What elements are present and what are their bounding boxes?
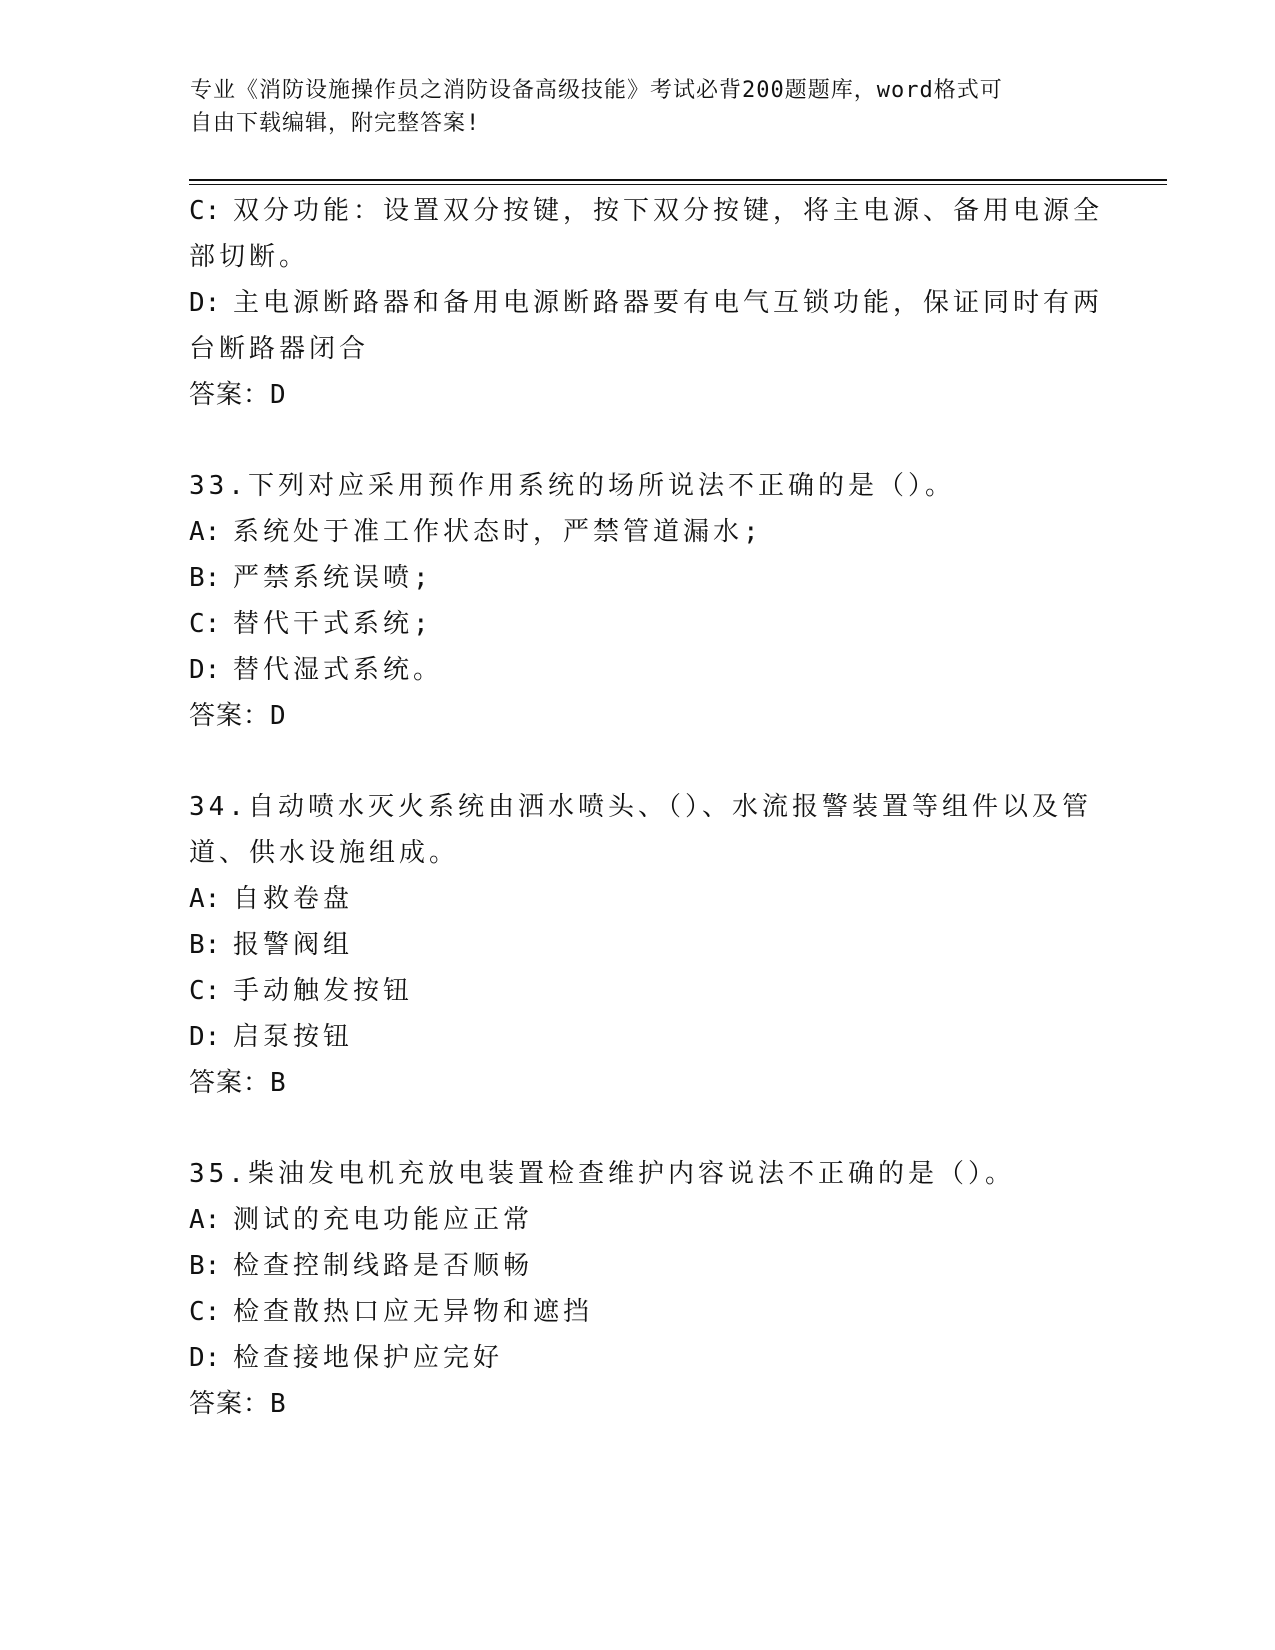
- question-33: [189, 463, 1089, 739]
- option-text: 检查接地保护应完好: [233, 1343, 504, 1373]
- option-key: A:: [189, 517, 221, 547]
- option-text: 启泵按钮: [233, 1022, 354, 1052]
- answer-label: 答案：: [189, 701, 271, 731]
- option-key: C:: [189, 609, 221, 639]
- spacer: [189, 418, 1089, 463]
- option-b: [189, 1243, 1089, 1289]
- answer-label: 答案：: [189, 1389, 271, 1419]
- answer-line: [189, 1381, 1089, 1427]
- answer-value: D: [270, 701, 286, 731]
- question-stem: 33.下列对应采用预作用系统的场所说法不正确的是（）。: [189, 471, 955, 501]
- option-key: B:: [189, 563, 221, 593]
- option-d: [189, 647, 1089, 693]
- option-text: 测试的充电功能应正常: [233, 1205, 534, 1235]
- answer-value: D: [270, 380, 286, 410]
- option-key: A:: [189, 1205, 221, 1235]
- document-header: [190, 74, 1090, 140]
- header-line-2: 自由下载编辑，附完整答案!: [190, 111, 481, 136]
- question-34: [189, 784, 1092, 1106]
- question-content: [189, 188, 1104, 1427]
- option-d: [189, 1014, 1089, 1060]
- option-key: A:: [189, 884, 221, 914]
- option-text: 检查控制线路是否顺畅: [233, 1251, 534, 1281]
- option-d-continued: 台断路器闭合: [189, 334, 370, 364]
- option-key: D:: [189, 288, 221, 318]
- option-text: 检查散热口应无异物和遮挡: [233, 1297, 594, 1327]
- answer-label: 答案：: [189, 380, 271, 410]
- option-text: 替代湿式系统。: [233, 655, 444, 685]
- spacer: [189, 1106, 1089, 1151]
- answer-label: 答案：: [189, 1068, 271, 1098]
- option-key: D:: [189, 655, 221, 685]
- option-a: [189, 509, 1089, 555]
- option-key: B:: [189, 1251, 221, 1281]
- option-d: [189, 1335, 1089, 1381]
- header-divider-thick: [189, 179, 1167, 181]
- option-key: C:: [189, 976, 221, 1006]
- option-c: [189, 601, 1089, 647]
- option-key: C:: [189, 196, 221, 226]
- option-text: 系统处于准工作状态时，严禁管道漏水;: [233, 517, 763, 547]
- option-text: 严禁系统误喷;: [233, 563, 433, 593]
- option-key: C:: [189, 1297, 221, 1327]
- question-35: [189, 1151, 1089, 1427]
- question-stem: 34.自动喷水灭火系统由洒水喷头、（）、水流报警装置等组件以及管: [189, 792, 1092, 822]
- option-text: 手动触发按钮: [233, 976, 414, 1006]
- answer-line: [189, 372, 1089, 418]
- option-c: [189, 188, 1104, 234]
- option-a: [189, 876, 1089, 922]
- spacer: [189, 739, 1089, 784]
- continued-question: [189, 188, 1104, 418]
- answer-value: B: [270, 1389, 286, 1419]
- option-text: 主电源断路器和备用电源断路器要有电气互锁功能，保证同时有两: [233, 288, 1104, 318]
- option-text: 双分功能：设置双分按键，按下双分按键，将主电源、备用电源全: [233, 196, 1104, 226]
- question-stem-continued: 道、供水设施组成。: [189, 838, 460, 868]
- answer-line: [189, 693, 1089, 739]
- option-c-continued: 部切断。: [189, 242, 310, 272]
- header-divider-thin: [189, 184, 1167, 185]
- option-a: [189, 1197, 1089, 1243]
- option-key: B:: [189, 930, 221, 960]
- option-d: [189, 280, 1104, 326]
- option-c: [189, 1289, 1089, 1335]
- option-text: 替代干式系统;: [233, 609, 433, 639]
- question-stem: 35.柴油发电机充放电装置检查维护内容说法不正确的是（）。: [189, 1159, 1015, 1189]
- option-key: D:: [189, 1022, 221, 1052]
- option-c: [189, 968, 1089, 1014]
- header-line-1: 专业《消防设施操作员之消防设备高级技能》考试必背200题题库，word格式可: [190, 78, 1003, 103]
- option-b: [189, 555, 1089, 601]
- option-text: 自救卷盘: [233, 884, 354, 914]
- option-text: 报警阀组: [233, 930, 354, 960]
- option-b: [189, 922, 1089, 968]
- answer-value: B: [270, 1068, 286, 1098]
- option-key: D:: [189, 1343, 221, 1373]
- answer-line: [189, 1060, 1089, 1106]
